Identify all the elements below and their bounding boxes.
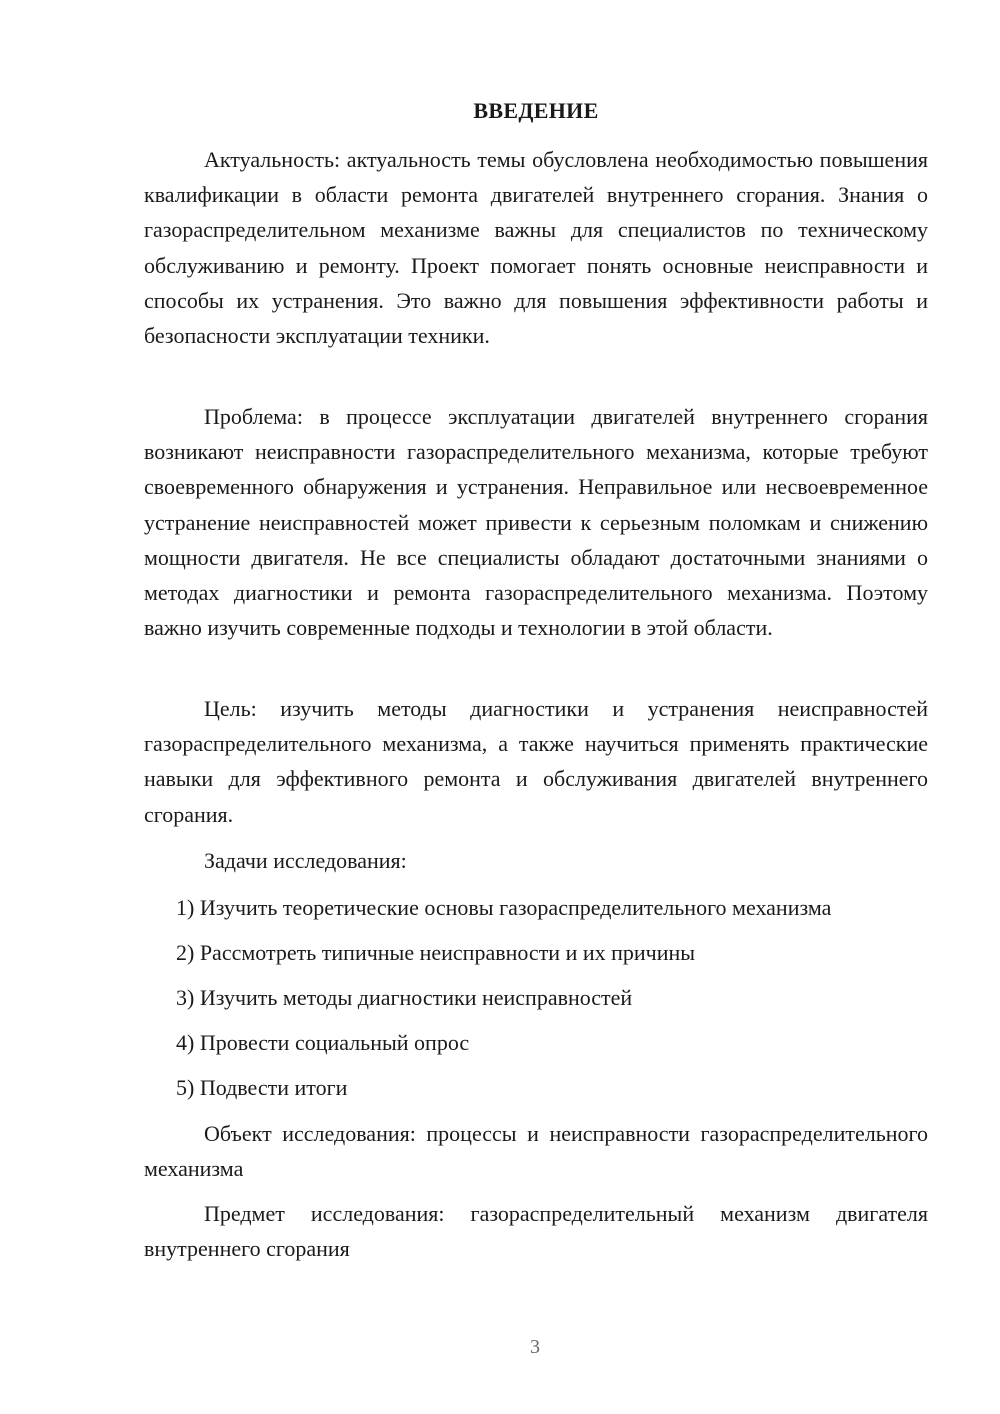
task-list-item: 1) Изучить теоретические основы газораспределительного механизма <box>176 895 832 920</box>
paragraph-problem: Проблема: в процессе эксплуатации двигателей внутреннего сгорания возникают неисправности газораспределительного механизма, которые требуют своевременного обнаружения и устранения. Неправильное или несвоевременное устранение неисправностей может привести к серьезным поломкам и снижению мощности двигателя. Не все специалисты обладают достаточными знаниями о методах диагностики и ремонта газораспределительного механизма. Поэтому важно изучить современные подходы и технологии в этой области. <box>144 404 928 641</box>
paragraph-subject: Предмет исследования: газораспределительный механизм двигателя внутреннего сгорания <box>144 1201 928 1262</box>
paragraph-goal: Цель: изучить методы диагностики и устранения неисправностей газораспределительного механизма, а также научиться применять практические навыки для эффективного ремонта и обслуживания двигателей внутреннего сгорания. <box>144 696 928 827</box>
task-list-item: 3) Изучить методы диагностики неисправностей <box>176 985 633 1010</box>
task-list-item: 2) Рассмотреть типичные неисправности и их причины <box>176 940 696 965</box>
page-number: 3 <box>530 1336 540 1358</box>
paragraph-tasks-intro: Задачи исследования: <box>204 848 407 873</box>
paragraph-relevance: Актуальность: актуальность темы обусловлена необходимостью повышения квалификации в области ремонта двигателей внутреннего сгорания. Знания о газораспределительном механизме важны для специалистов по техническому обслуживанию и ремонту. Проект помогает понять основные неисправности и способы их устранения. Это важно для повышения эффективности работы и безопасности эксплуатации техники. <box>144 147 928 349</box>
paragraph-object: Объект исследования: процессы и неисправности газораспределительного механизма <box>144 1121 928 1182</box>
task-list-item: 5) Подвести итоги <box>176 1075 348 1100</box>
task-list-item: 4) Провести социальный опрос <box>176 1030 470 1055</box>
page-title: ВВЕДЕНИЕ <box>473 98 599 123</box>
